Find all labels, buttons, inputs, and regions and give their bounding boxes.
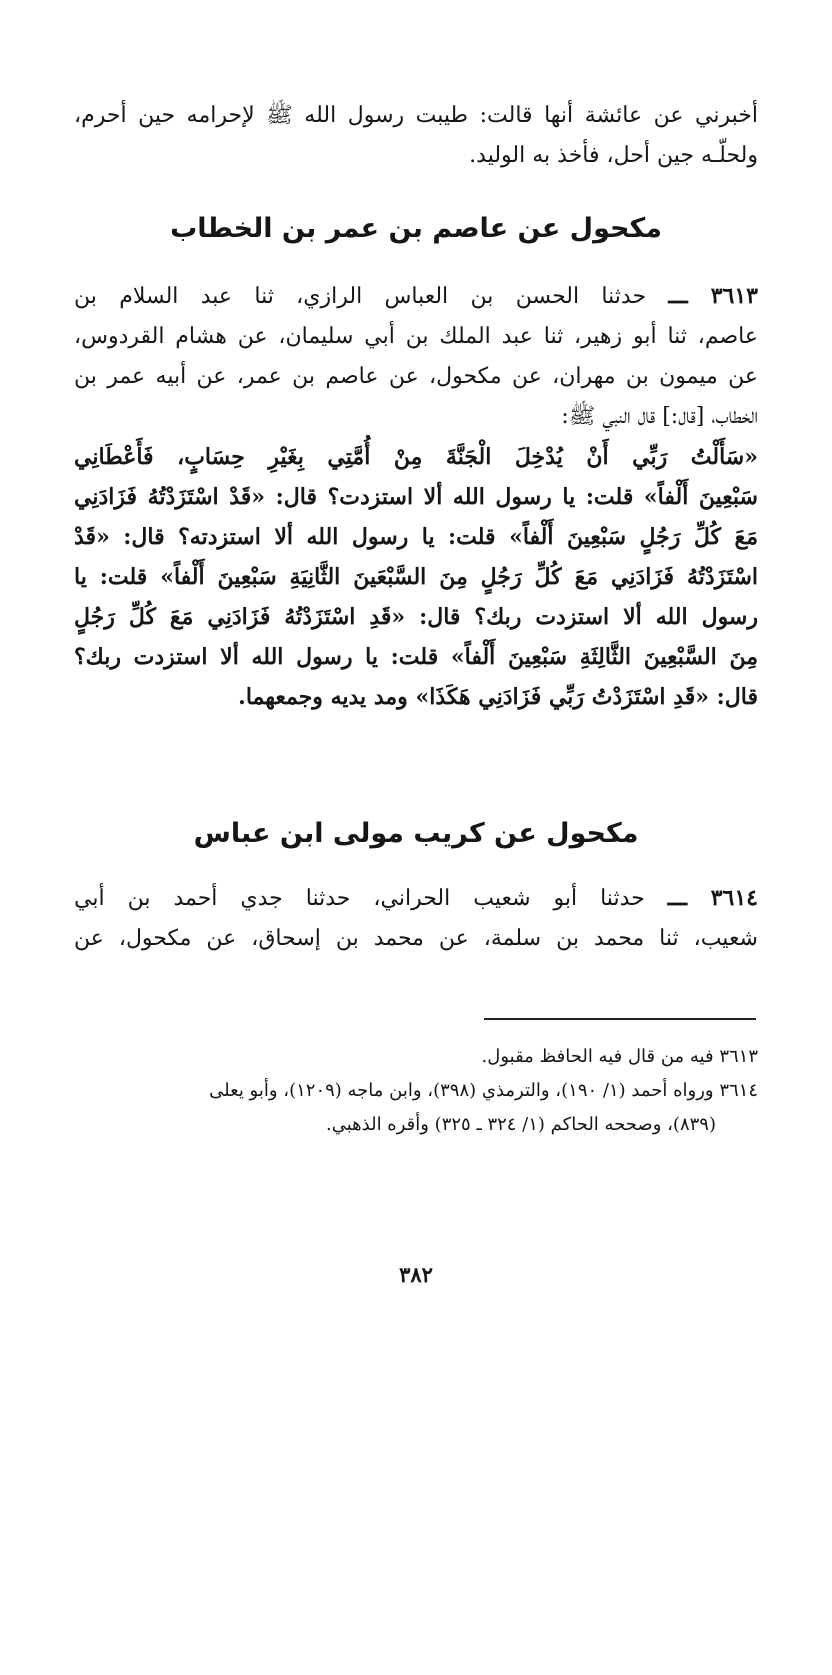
isnad-line: عاصم، ثنا أبو زهير، ثنا عبد الملك بن أبي سليمان، عن هشام القردوس، <box>74 324 758 349</box>
hadith-number: ٣٦١٣ ـــ <box>668 283 758 309</box>
matn-line: «سَأَلْتُ رَبِّي أَنْ يُدْخِلَ الْجَنَّةَ مِنْ أُمَّتِي بِغَيْرِ حِسَابٍ، فَأَعْطَانِي <box>74 444 758 470</box>
isnad-line: الخطاب، [قال:] قال النبي ﷺ: <box>561 404 758 429</box>
matn-line: اسْتَزَدْتُهُ فَزَادَنِي مَعَ كُلِّ رَجُلٍ مِنَ السَّبْعَينَ الثَّانِيَةِ سَبْعِينَ أَلْفاً» قلت: يا <box>74 564 759 590</box>
isnad-text: حدثنا أبو شعيب الحراني، حدثنا جدي أحمد بن أبي <box>74 886 645 911</box>
footnote-3614-cont: (٨٣٩)، وصححه الحاكم (١/ ٣٢٤ ـ ٣٢٥) وأقره الذهبي. <box>325 1114 716 1135</box>
footnotes <box>74 1040 758 1142</box>
matn-line: قال: «قَدِ اسْتَزَدْتُ رَبِّي فَزَادَنِي هَكَذَا» ومد يديه وجمعهما. <box>238 684 758 710</box>
isnad-line: عن ميمون بن مهران، عن مكحول، عن عاصم بن عمر، عن أبيه عمر بن <box>74 364 758 389</box>
section-heading-kurayb: مكحول عن كريب مولى ابن عباس <box>193 818 639 849</box>
hadith-number: ٣٦١٤ ـــ <box>667 885 758 911</box>
matn-line: مَعَ كُلِّ رَجُلٍ سَبْعِينَ أَلْفاً» قلت: يا رسول الله ألا استزدته؟ قال: «قَدْ <box>74 524 758 550</box>
hadith-3614 <box>74 878 758 959</box>
matn-line: مِنَ السَّبْعِينَ الثَّالِثَةِ سَبْعِينَ أَلْفاً» قلت: يا رسول الله ألا استزدت ربك؟ <box>74 644 758 670</box>
isnad-line <box>74 878 758 919</box>
footnote-3613: ٣٦١٣ فيه من قال فيه الحافظ مقبول. <box>481 1046 758 1067</box>
section-heading-asim: مكحول عن عاصم بن عمر بن الخطاب <box>170 213 662 244</box>
opening-line: أخبرني عن عائشة أنها قالت: طيبت رسول الله ﷺ لإحرامه حين أحرم، <box>74 103 758 128</box>
hadith-3613 <box>74 276 758 717</box>
opening-line: ولحلّـه جين أحل، فأخذ به الوليد. <box>469 143 758 168</box>
matn-line: رسول الله ألا استزدت ربك؟ قال: «قَدِ اسْتَزَدْتُهُ فَزَادَنِي مَعَ كُلِّ رَجُلٍ <box>74 604 758 630</box>
hadith-matn <box>74 437 758 717</box>
opening-paragraph <box>74 96 758 176</box>
isnad-line <box>74 276 758 317</box>
isnad-line: شعيب، ثنا محمد بن سلمة، عن محمد بن إسحاق، عن مكحول، عن <box>74 926 758 951</box>
footnote-3614: ٣٦١٤ ورواه أحمد (١/ ١٩٠)، والترمذي (٣٩٨)، وابن ماجه (١٢٠٩)، وأبو يعلى <box>209 1080 758 1101</box>
matn-line: سَبْعِينَ أَلْفاً» قلت: يا رسول الله ألا استزدت؟ قال: «قَدْ اسْتَزَدْتُهُ فَزَادَنِي <box>74 484 758 510</box>
footnote-divider <box>484 1018 756 1020</box>
isnad-text: حدثنا الحسن بن العباس الرازي، ثنا عبد السلام بن <box>74 284 647 309</box>
page-number: ٣٨٢ <box>399 1262 433 1287</box>
